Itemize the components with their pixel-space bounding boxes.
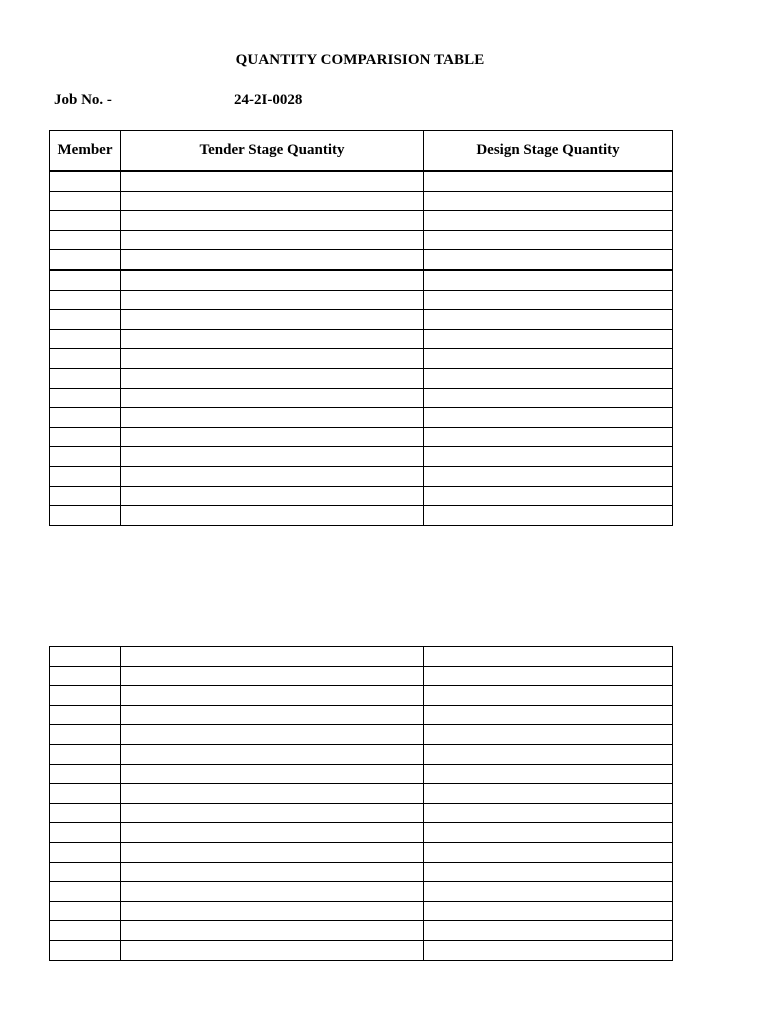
member-cell[interactable] [50,725,121,745]
design-quantity-cell[interactable] [424,725,673,745]
tender-quantity-cell[interactable] [121,408,424,428]
member-cell[interactable] [50,191,121,211]
design-quantity-cell[interactable] [424,666,673,686]
member-cell[interactable] [50,647,121,667]
tender-quantity-cell[interactable] [121,647,424,667]
design-quantity-cell[interactable] [424,290,673,310]
member-cell[interactable] [50,705,121,725]
table-row [50,447,673,467]
table-row [50,784,673,804]
design-quantity-cell[interactable] [424,705,673,725]
page-title: QUANTITY COMPARISION TABLE [235,52,485,68]
member-cell[interactable] [50,784,121,804]
tender-quantity-cell[interactable] [121,427,424,447]
design-quantity-cell[interactable] [424,408,673,428]
table-row [50,408,673,428]
top-table-body [50,171,673,525]
tender-quantity-cell[interactable] [121,940,424,960]
tender-quantity-cell[interactable] [121,725,424,745]
design-quantity-cell[interactable] [424,862,673,882]
member-cell[interactable] [50,744,121,764]
tender-quantity-cell[interactable] [121,310,424,330]
tender-quantity-cell[interactable] [121,388,424,408]
quantity-table-top [49,130,673,526]
table-row [50,901,673,921]
table-row [50,270,673,290]
tender-quantity-cell[interactable] [121,705,424,725]
table-row [50,250,673,270]
table-row [50,921,673,941]
design-quantity-cell[interactable] [424,171,673,191]
tender-quantity-cell[interactable] [121,666,424,686]
member-cell[interactable] [50,686,121,706]
member-cell[interactable] [50,862,121,882]
member-cell[interactable] [50,427,121,447]
table-row [50,842,673,862]
tender-quantity-cell[interactable] [121,329,424,349]
table-row [50,230,673,250]
table-row [50,290,673,310]
tender-quantity-cell[interactable] [121,486,424,506]
member-cell[interactable] [50,408,121,428]
table-row [50,211,673,231]
member-column-header: Member [50,131,121,172]
member-cell[interactable] [50,486,121,506]
tender-quantity-cell[interactable] [121,466,424,486]
member-cell[interactable] [50,901,121,921]
table-row [50,862,673,882]
member-cell[interactable] [50,940,121,960]
tender-quantity-cell[interactable] [121,921,424,941]
table-row [50,388,673,408]
design-quantity-cell[interactable] [424,486,673,506]
design-quantity-cell[interactable] [424,191,673,211]
design-quantity-cell[interactable] [424,230,673,250]
design-quantity-cell[interactable] [424,466,673,486]
tender-quantity-cell[interactable] [121,368,424,388]
table-row [50,310,673,330]
tender-stage-quantity-header: Tender Stage Quantity [121,131,424,172]
table-row [50,486,673,506]
design-quantity-cell[interactable] [424,250,673,270]
table-row [50,882,673,902]
member-cell[interactable] [50,823,121,843]
tender-quantity-cell[interactable] [121,171,424,191]
tender-quantity-cell[interactable] [121,290,424,310]
table-row [50,823,673,843]
design-quantity-cell[interactable] [424,368,673,388]
design-quantity-cell[interactable] [424,388,673,408]
table-row [50,427,673,447]
design-quantity-cell[interactable] [424,921,673,941]
table-row [50,686,673,706]
design-quantity-cell[interactable] [424,686,673,706]
table-row [50,647,673,667]
design-quantity-cell[interactable] [424,349,673,369]
member-cell[interactable] [50,921,121,941]
member-cell[interactable] [50,250,121,270]
tender-quantity-cell[interactable] [121,823,424,843]
tender-quantity-cell[interactable] [121,211,424,231]
member-cell[interactable] [50,447,121,467]
design-quantity-cell[interactable] [424,823,673,843]
design-quantity-cell[interactable] [424,901,673,921]
tender-quantity-cell[interactable] [121,744,424,764]
design-quantity-cell[interactable] [424,764,673,784]
member-cell[interactable] [50,270,121,290]
table-row [50,171,673,191]
member-cell[interactable] [50,388,121,408]
table-row [50,705,673,725]
tender-quantity-cell[interactable] [121,784,424,804]
tender-quantity-cell[interactable] [121,803,424,823]
design-quantity-cell[interactable] [424,647,673,667]
job-number-label: Job No. - [54,92,112,108]
member-cell[interactable] [50,349,121,369]
table-row [50,466,673,486]
table-row [50,940,673,960]
member-cell[interactable] [50,211,121,231]
design-quantity-cell[interactable] [424,803,673,823]
member-cell[interactable] [50,764,121,784]
design-quantity-cell[interactable] [424,329,673,349]
table-row [50,329,673,349]
design-quantity-cell[interactable] [424,744,673,764]
member-cell[interactable] [50,506,121,526]
table-row [50,666,673,686]
tender-quantity-cell[interactable] [121,191,424,211]
member-cell[interactable] [50,230,121,250]
design-quantity-cell[interactable] [424,506,673,526]
tender-quantity-cell[interactable] [121,447,424,467]
table-row [50,349,673,369]
table-row [50,191,673,211]
tender-quantity-cell[interactable] [121,250,424,270]
design-quantity-cell[interactable] [424,427,673,447]
tender-quantity-cell[interactable] [121,349,424,369]
table-row [50,368,673,388]
member-cell[interactable] [50,466,121,486]
member-cell[interactable] [50,171,121,191]
design-quantity-cell[interactable] [424,882,673,902]
table-row [50,764,673,784]
member-cell[interactable] [50,329,121,349]
member-cell[interactable] [50,666,121,686]
design-quantity-cell[interactable] [424,784,673,804]
tender-quantity-cell[interactable] [121,686,424,706]
design-quantity-cell[interactable] [424,447,673,467]
table-row [50,803,673,823]
member-cell[interactable] [50,882,121,902]
tender-quantity-cell[interactable] [121,882,424,902]
design-quantity-cell[interactable] [424,842,673,862]
design-quantity-cell[interactable] [424,211,673,231]
job-number-value: 24-2I-0028 [234,92,303,108]
member-cell[interactable] [50,368,121,388]
table-row [50,744,673,764]
design-quantity-cell[interactable] [424,940,673,960]
tender-quantity-cell[interactable] [121,842,424,862]
quantity-table-bottom [49,646,673,961]
bottom-table-body [50,647,673,961]
table-row [50,725,673,745]
design-quantity-cell[interactable] [424,310,673,330]
design-stage-quantity-header: Design Stage Quantity [424,131,673,172]
tender-quantity-cell[interactable] [121,764,424,784]
tender-quantity-cell[interactable] [121,862,424,882]
member-cell[interactable] [50,290,121,310]
tender-quantity-cell[interactable] [121,901,424,921]
member-cell[interactable] [50,310,121,330]
member-cell[interactable] [50,803,121,823]
tender-quantity-cell[interactable] [121,506,424,526]
table-header-row [50,131,673,172]
tender-quantity-cell[interactable] [121,270,424,290]
tender-quantity-cell[interactable] [121,230,424,250]
table-row [50,506,673,526]
member-cell[interactable] [50,842,121,862]
design-quantity-cell[interactable] [424,270,673,290]
